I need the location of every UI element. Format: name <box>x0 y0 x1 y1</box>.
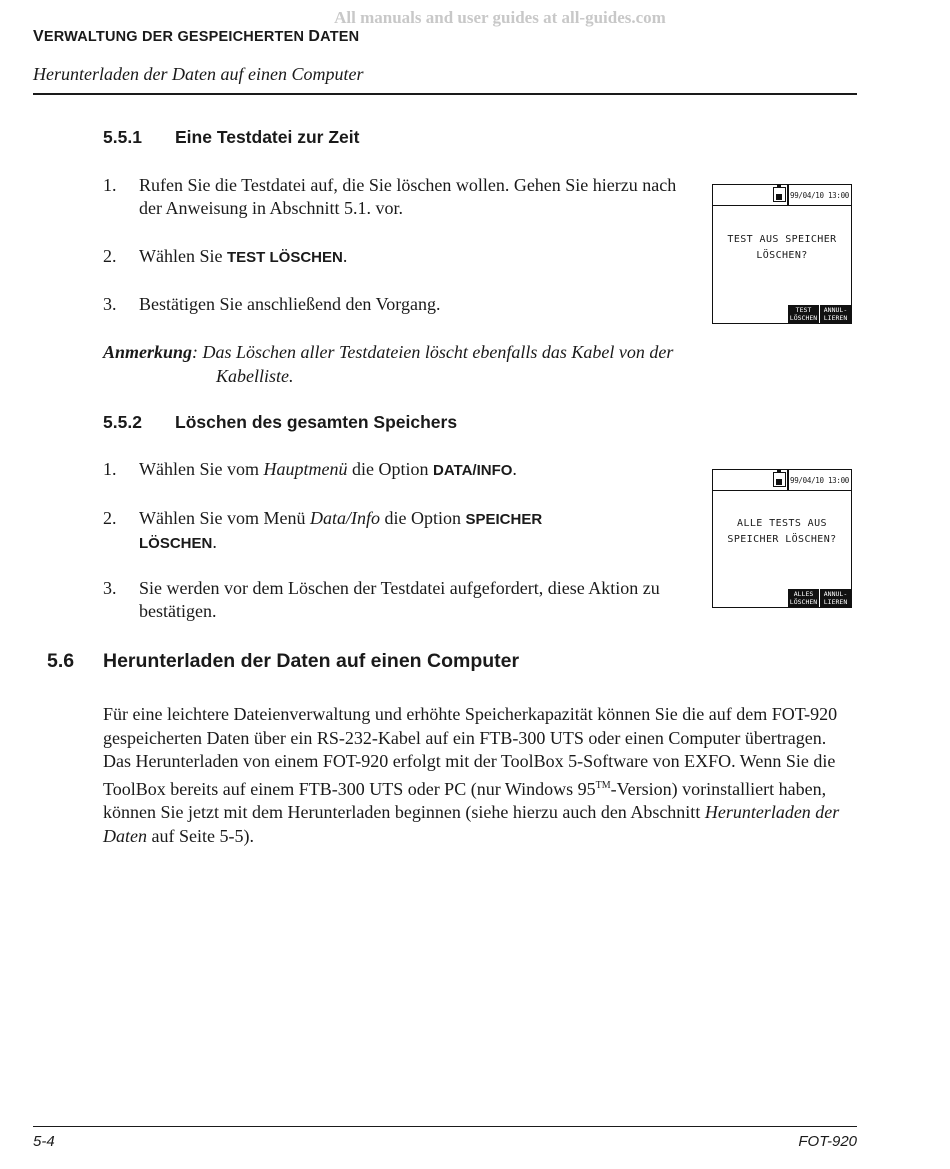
chapter-header: VERWALTUNG DER GESPEICHERTEN DATEN <box>33 28 360 45</box>
screen-status-bar <box>713 470 851 491</box>
list-item: 3. Bestätigen Sie anschließend den Vorgang. <box>103 294 441 314</box>
header-rule <box>33 93 857 95</box>
section-subtitle: Herunterladen der Daten auf einen Computer <box>33 64 364 84</box>
softkey-annulieren: ANNUL- LIEREN <box>819 589 851 607</box>
list-item: 1. Wählen Sie vom Hauptmenü die Option DATA/INFO. <box>103 459 517 479</box>
list-item: 1. Rufen Sie die Testdatei auf, die Sie löschen wollen. Gehen Sie hierzu nach der Anweisung in Abschnitt 5.1. vor. <box>103 175 677 218</box>
softkey-test-loeschen: TEST LÖSCHEN <box>787 305 819 323</box>
device-screen-all-delete <box>712 469 852 608</box>
screen-date: 99/04/10 13:00 <box>790 476 850 485</box>
screen-status-bar <box>713 185 851 206</box>
list-item: 2. Wählen Sie vom Menü Data/Info die Option SPEICHER LÖSCHEN. <box>103 508 543 552</box>
screen-message: TEST AUS SPEICHER LÖSCHEN? <box>727 234 837 261</box>
product-name: FOT-920 <box>798 1133 857 1150</box>
heading-5-5-1: 5.5.1 Eine Testdatei zur Zeit <box>103 127 360 147</box>
device-screen-test-delete <box>712 184 852 324</box>
page-number: 5-4 <box>33 1133 55 1150</box>
battery-icon <box>773 472 786 487</box>
softkey-annulieren: ANNUL- LIEREN <box>819 305 851 323</box>
heading-5-6: 5.6 Herunterladen der Daten auf einen Computer <box>47 650 520 672</box>
note: Anmerkung: Das Löschen aller Testdateien löscht ebenfalls das Kabel von der Kabelliste. <box>103 342 674 386</box>
list-item: 3. Sie werden vor dem Löschen der Testdatei aufgefordert, diese Aktion zu bestätigen. <box>103 578 660 621</box>
screen-message: ALLE TESTS AUS SPEICHER LÖSCHEN? <box>727 518 837 545</box>
battery-icon <box>773 187 786 202</box>
body-paragraph: Für eine leichtere Dateienverwaltung und erhöhte Speicherkapazität können Sie die auf dem FOT-920 gespeicherten Daten über ein RS-232-Kabel auf ein FTB-300 UTS oder einen Computer übertragen. Das Herunterladen von einem FOT-920 erfolgt mit der ToolBox 5-Software von EXFO. Wenn Sie die ToolBox bereits auf einem FTB-300 UTS oder PC (nur Windows 95™-Version) vorinstalliert haben, können Sie jetzt mit dem Herunterladen beginnen (siehe hierzu auch den Abschnitt Herunterladen der Daten auf Seite 5-5). <box>103 704 840 846</box>
list-item: 2. Wählen Sie TEST LÖSCHEN. <box>103 246 348 266</box>
footer-rule <box>33 1126 857 1127</box>
watermark: All manuals and user guides at all-guides.com <box>334 8 666 27</box>
softkey-alles-loeschen: ALLES LÖSCHEN <box>787 589 819 607</box>
screen-date: 99/04/10 13:00 <box>790 191 850 200</box>
heading-5-5-2: 5.5.2 Löschen des gesamten Speichers <box>103 412 458 432</box>
